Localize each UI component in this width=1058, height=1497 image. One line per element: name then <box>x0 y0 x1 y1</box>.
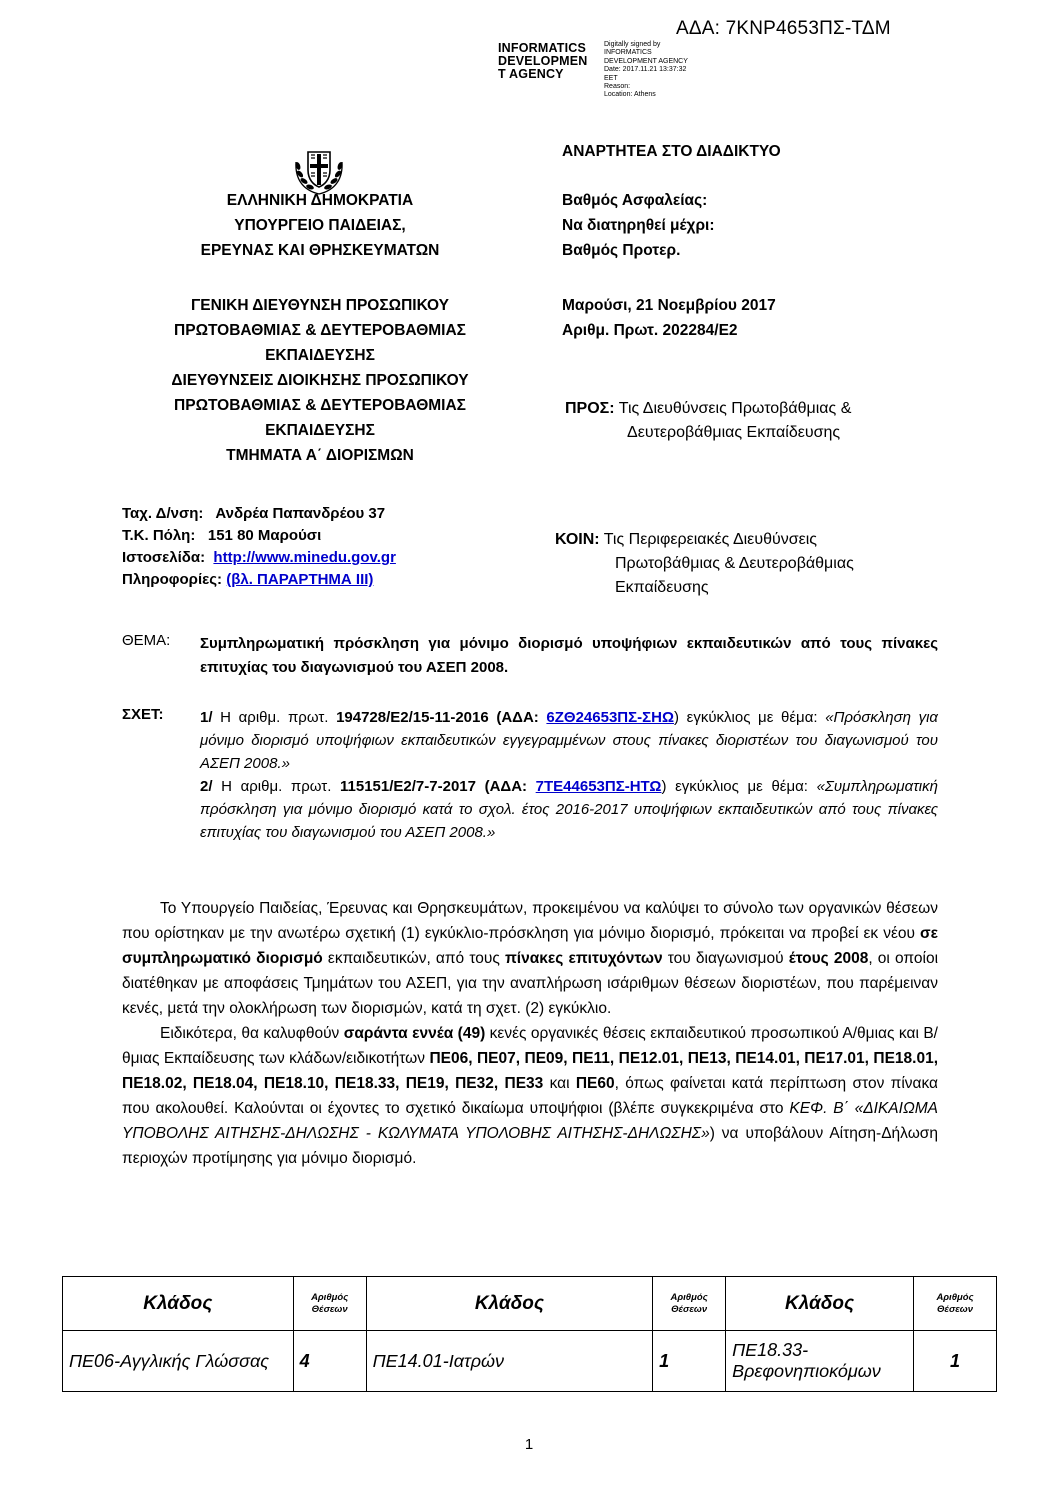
signature-detail: Location: Athens <box>604 91 656 99</box>
signature-detail: Reason: <box>604 83 631 91</box>
website-link[interactable]: http://www.minedu.gov.gr <box>213 549 396 566</box>
body-span: Ειδικότερα, θα καλυφθούν <box>160 1025 344 1042</box>
column-header-positions <box>653 1277 726 1331</box>
table-header-row <box>63 1277 997 1331</box>
street-label: Ταχ. Δ/νση: <box>122 505 204 522</box>
directorate-header <box>130 293 510 468</box>
reference-title: «Πρόσκληση για μόνιμο διορισμό υποψήφιων εκπαιδευτικών εγγεγραμμένων στους πίνακες διοριστέων του διαγωνισμού του ΑΣΕΠ 2008.» <box>200 709 938 772</box>
body-span: ΚΕΦ. Β΄ «ΔΙΚΑΙΩΜΑ ΥΠΟΒΟΛΗΣ ΑΙΤΗΣΗΣ-ΔΗΛΩΣΗΣ - ΚΩΛΥΜΑΤΑ ΥΠΟΛΟΒΗΣ ΑΙΤΗΣΗΣ-ΔΗΛΩΣΗΣ» <box>122 1100 938 1142</box>
signature-org-line: DEVELOPMEN <box>498 54 588 68</box>
klados-cell: ΠΕ18.33-Βρεφονηπιοκόμων <box>726 1331 914 1392</box>
header-line: Αριθμός <box>936 1291 974 1303</box>
column-header-klados: Κλάδος <box>726 1277 914 1331</box>
document-date: Μαρούσι, 21 Νοεμβρίου 2017 <box>562 297 776 314</box>
recipients-koin <box>555 528 854 600</box>
header-line: Θέσεων <box>671 1303 708 1315</box>
reference-number: 1/ <box>200 709 213 726</box>
signature-details <box>604 41 688 100</box>
security-level: Βαθμός Ασφαλείας: <box>562 192 708 209</box>
reference-2 <box>200 775 938 844</box>
body-paragraph <box>122 896 938 1021</box>
pros-line: Δευτεροβάθμιας Εκπαίδευσης <box>627 424 841 441</box>
header-line: ΕΚΠΑΙΔΕΥΣΗΣ <box>265 422 375 439</box>
info-label: Πληροφορίες: <box>122 571 223 588</box>
header-line: ΕΛΛΗΝΙΚΗ ΔΗΜΟΚΡΑΤΙΑ <box>226 192 414 209</box>
header-line: ΤΜΗΜΑΤΑ Α΄ ΔΙΟΡΙΣΜΩΝ <box>226 447 414 464</box>
ministry-header <box>130 188 510 263</box>
reference-protocol: 194728/Ε2/15-11-2016 <box>336 709 489 726</box>
header-line: ΥΠΟΥΡΓΕΙΟ ΠΑΙΔΕΙΑΣ, <box>234 217 406 234</box>
body-span: και <box>543 1075 576 1092</box>
body-span: εκπαιδευτικών, από τους <box>322 950 505 967</box>
signature-detail: EET <box>604 74 618 82</box>
reference-1 <box>200 706 938 775</box>
positions-cell: 1 <box>914 1331 997 1392</box>
publish-notice: ΑΝΑΡΤΗΤΕΑ ΣΤΟ ΔΙΑΔΙΚΤΥΟ <box>562 143 781 160</box>
website-label: Ιστοσελίδα: <box>122 549 206 566</box>
body-span: Το Υπουργείο Παιδείας, Έρευνας και Θρησκευμάτων, προκειμένου να καλύψει το σύνολο των οργανικών θέσεων που ορίστηκαν με την ανωτέρω σχετική (1) εγκύκλιο-πρόσκληση για μόνιμο διορισμό, πρόκειται να προβεί εκ νέου <box>122 900 938 942</box>
pros-line: Τις Διευθύνσεις Πρωτοβάθμιας & <box>618 400 852 417</box>
body-span: , οι οποίοι διατέθηκαν με αποφάσεις Τμημάτων του ΑΣΕΠ, για την αναπλήρωση ισάριθμων θέσεων διοριστέων, που παρέμειναν κενές, μετά την ολοκλήρωση των διορισμών, κατά τη σχετ. (2) εγκύκλιο. <box>122 950 939 1017</box>
reference-protocol: 115151/Ε2/7-7-2017 <box>340 778 476 795</box>
references-label: ΣΧΕΤ: <box>122 706 164 723</box>
info-link[interactable]: (βλ. ΠΑΡΑΡΤΗΜΑ ΙΙΙ) <box>226 571 374 588</box>
reference-number: 2/ <box>200 778 213 795</box>
date-protocol-block <box>562 293 776 343</box>
column-header-positions <box>293 1277 366 1331</box>
body-span: ΠΕ60 <box>575 1075 615 1092</box>
reference-text: ) εγκύκλιος με θέμα: <box>661 778 817 795</box>
reference-text: Η αριθμ. πρωτ. <box>212 709 337 726</box>
signature-organization <box>498 42 588 81</box>
subject-text: Συμπληρωματική πρόσκληση για μόνιμο διορισμό υποψήφιων εκπαιδευτικών από τους πίνακες επιτυχίας του διαγωνισμού του ΑΣΕΠ 2008. <box>200 635 938 676</box>
header-line: ΔΙΕΥΘΥΝΣΕΙΣ ΔΙΟΙΚΗΣΗΣ ΠΡΟΣΩΠΙΚΟΥ <box>171 372 469 389</box>
reference-text: ) εγκύκλιος με θέμα: <box>674 709 826 726</box>
body-span: κενές οργανικές θέσεις εκπαιδευτικού προσωπικού Α/θμιας και Β/θμιας Εκπαίδευσης των κλάδων/ειδικοτήτων <box>122 1025 938 1067</box>
recipients-pros <box>565 397 851 445</box>
contact-block <box>122 503 396 591</box>
body-span: ) να υποβάλουν Αίτηση-Δήλωση περιοχών προτίμησης για μόνιμο διορισμό. <box>122 1125 938 1167</box>
header-line: Θέσεων <box>937 1303 974 1315</box>
koin-line: Εκπαίδευσης <box>615 579 709 596</box>
classification-block <box>562 188 715 263</box>
body-span: ΠΕ06, ΠΕ07, ΠΕ09, ΠΕ11, ΠΕ12.01, ΠΕ13, ΠΕ14.01, ΠΕ17.01, ΠΕ18.01, ΠΕ18.02, ΠΕ18.04, ΠΕ18.10, ΠΕ18.33, ΠΕ19, ΠΕ32, ΠΕ33 <box>122 1050 938 1092</box>
city-label: Τ.Κ. Πόλη: <box>122 527 196 544</box>
body-text <box>122 896 938 1171</box>
table-row <box>63 1331 997 1392</box>
positions-cell: 4 <box>293 1331 366 1392</box>
pros-label: ΠΡΟΣ: <box>565 400 615 417</box>
reference-ada-link[interactable]: 7ΤΕ44653ΠΣ-ΗΤΩ <box>535 778 662 795</box>
reference-text: (ΑΔΑ: <box>488 709 547 726</box>
body-span: , όπως φαίνεται κατά περίπτωση στον πίνακα που ακολουθεί. Καλούνται οι έχοντες το σχετικό δικαίωμα υποψήφιοι (βλέπε συγκεκριμένα στο <box>122 1075 938 1117</box>
header-line: Αριθμός <box>670 1291 708 1303</box>
body-paragraph <box>122 1021 938 1171</box>
header-line: ΠΡΩΤΟΒΑΘΜΙΑΣ & ΔΕΥΤΕΡΟΒΑΘΜΙΑΣ <box>174 397 466 414</box>
page-number: 1 <box>524 1436 534 1453</box>
subject-label: ΘΕΜΑ: <box>122 632 171 649</box>
klados-cell: ΠΕ14.01-Ιατρών <box>366 1331 653 1392</box>
body-span: του διαγωνισμού <box>662 950 789 967</box>
klados-cell: ΠΕ06-Αγγλικής Γλώσσας <box>63 1331 294 1392</box>
koin-label: ΚΟΙΝ: <box>555 531 600 548</box>
ada-code: ΑΔΑ: 7ΚΝΡ4653ΠΣ-ΤΔΜ <box>676 18 891 39</box>
signature-org-line: T AGENCY <box>498 67 564 81</box>
koin-line: Τις Περιφερειακές Διευθύνσεις <box>603 531 817 548</box>
body-span: σε συμπληρωματικό διορισμό <box>122 925 938 967</box>
koin-line: Πρωτοβάθμιας & Δευτεροβάθμιας <box>615 555 854 572</box>
signature-detail: Digitally signed by <box>604 41 661 48</box>
references-text <box>200 706 938 844</box>
column-header-positions <box>914 1277 997 1331</box>
reference-ada-link[interactable]: 6ΖΘ24653ΠΣ-ΣΗΩ <box>546 709 674 726</box>
signature-org-line: INFORMATICS <box>498 41 587 55</box>
header-line: Θέσεων <box>311 1303 348 1315</box>
header-line: Αριθμός <box>311 1291 349 1303</box>
priority-level: Βαθμός Προτερ. <box>562 242 681 259</box>
column-header-klados: Κλάδος <box>63 1277 294 1331</box>
header-line: ΓΕΝΙΚΗ ΔΙΕΥΘΥΝΣΗ ΠΡΟΣΩΠΙΚΟΥ <box>190 297 450 314</box>
city-value: 151 80 Μαρούσι <box>207 527 322 544</box>
reference-text: (ΑΔΑ: <box>475 778 536 795</box>
header-line: ΕΚΠΑΙΔΕΥΣΗΣ <box>265 347 375 364</box>
keep-until: Να διατηρηθεί μέχρι: <box>562 217 715 234</box>
column-header-klados: Κλάδος <box>366 1277 653 1331</box>
positions-cell: 1 <box>653 1331 726 1392</box>
positions-table <box>62 1276 997 1392</box>
signature-detail: Date: 2017.11.21 13:37:32 <box>604 66 687 74</box>
protocol-number: Αριθμ. Πρωτ. 202284/Ε2 <box>562 322 738 339</box>
reference-title: «Συμπληρωματική πρόσκληση για μόνιμο διορισμό κατά το σχολ. έτος 2016-2017 υποψήφιων εκπαιδευτικών από τους πίνακες επιτυχίας του διαγωνισμού του ΑΣΕΠ 2008.» <box>200 778 938 841</box>
header-line: ΕΡΕΥΝΑΣ ΚΑΙ ΘΡΗΣΚΕΥΜΑΤΩΝ <box>200 242 440 259</box>
body-span: σαράντα εννέα (49) <box>343 1025 486 1042</box>
reference-text: Η αριθμ. πρωτ. <box>212 778 341 795</box>
body-span: πίνακες επιτυχόντων <box>504 950 663 967</box>
body-span: έτους 2008 <box>788 950 869 967</box>
header-line: ΠΡΩΤΟΒΑΘΜΙΑΣ & ΔΕΥΤΕΡΟΒΑΘΜΙΑΣ <box>174 322 466 339</box>
signature-detail: DEVELOPMENT AGENCY <box>604 57 688 65</box>
street-value: Ανδρέα Παπανδρέου 37 <box>215 505 386 522</box>
signature-detail: INFORMATICS <box>604 49 652 57</box>
